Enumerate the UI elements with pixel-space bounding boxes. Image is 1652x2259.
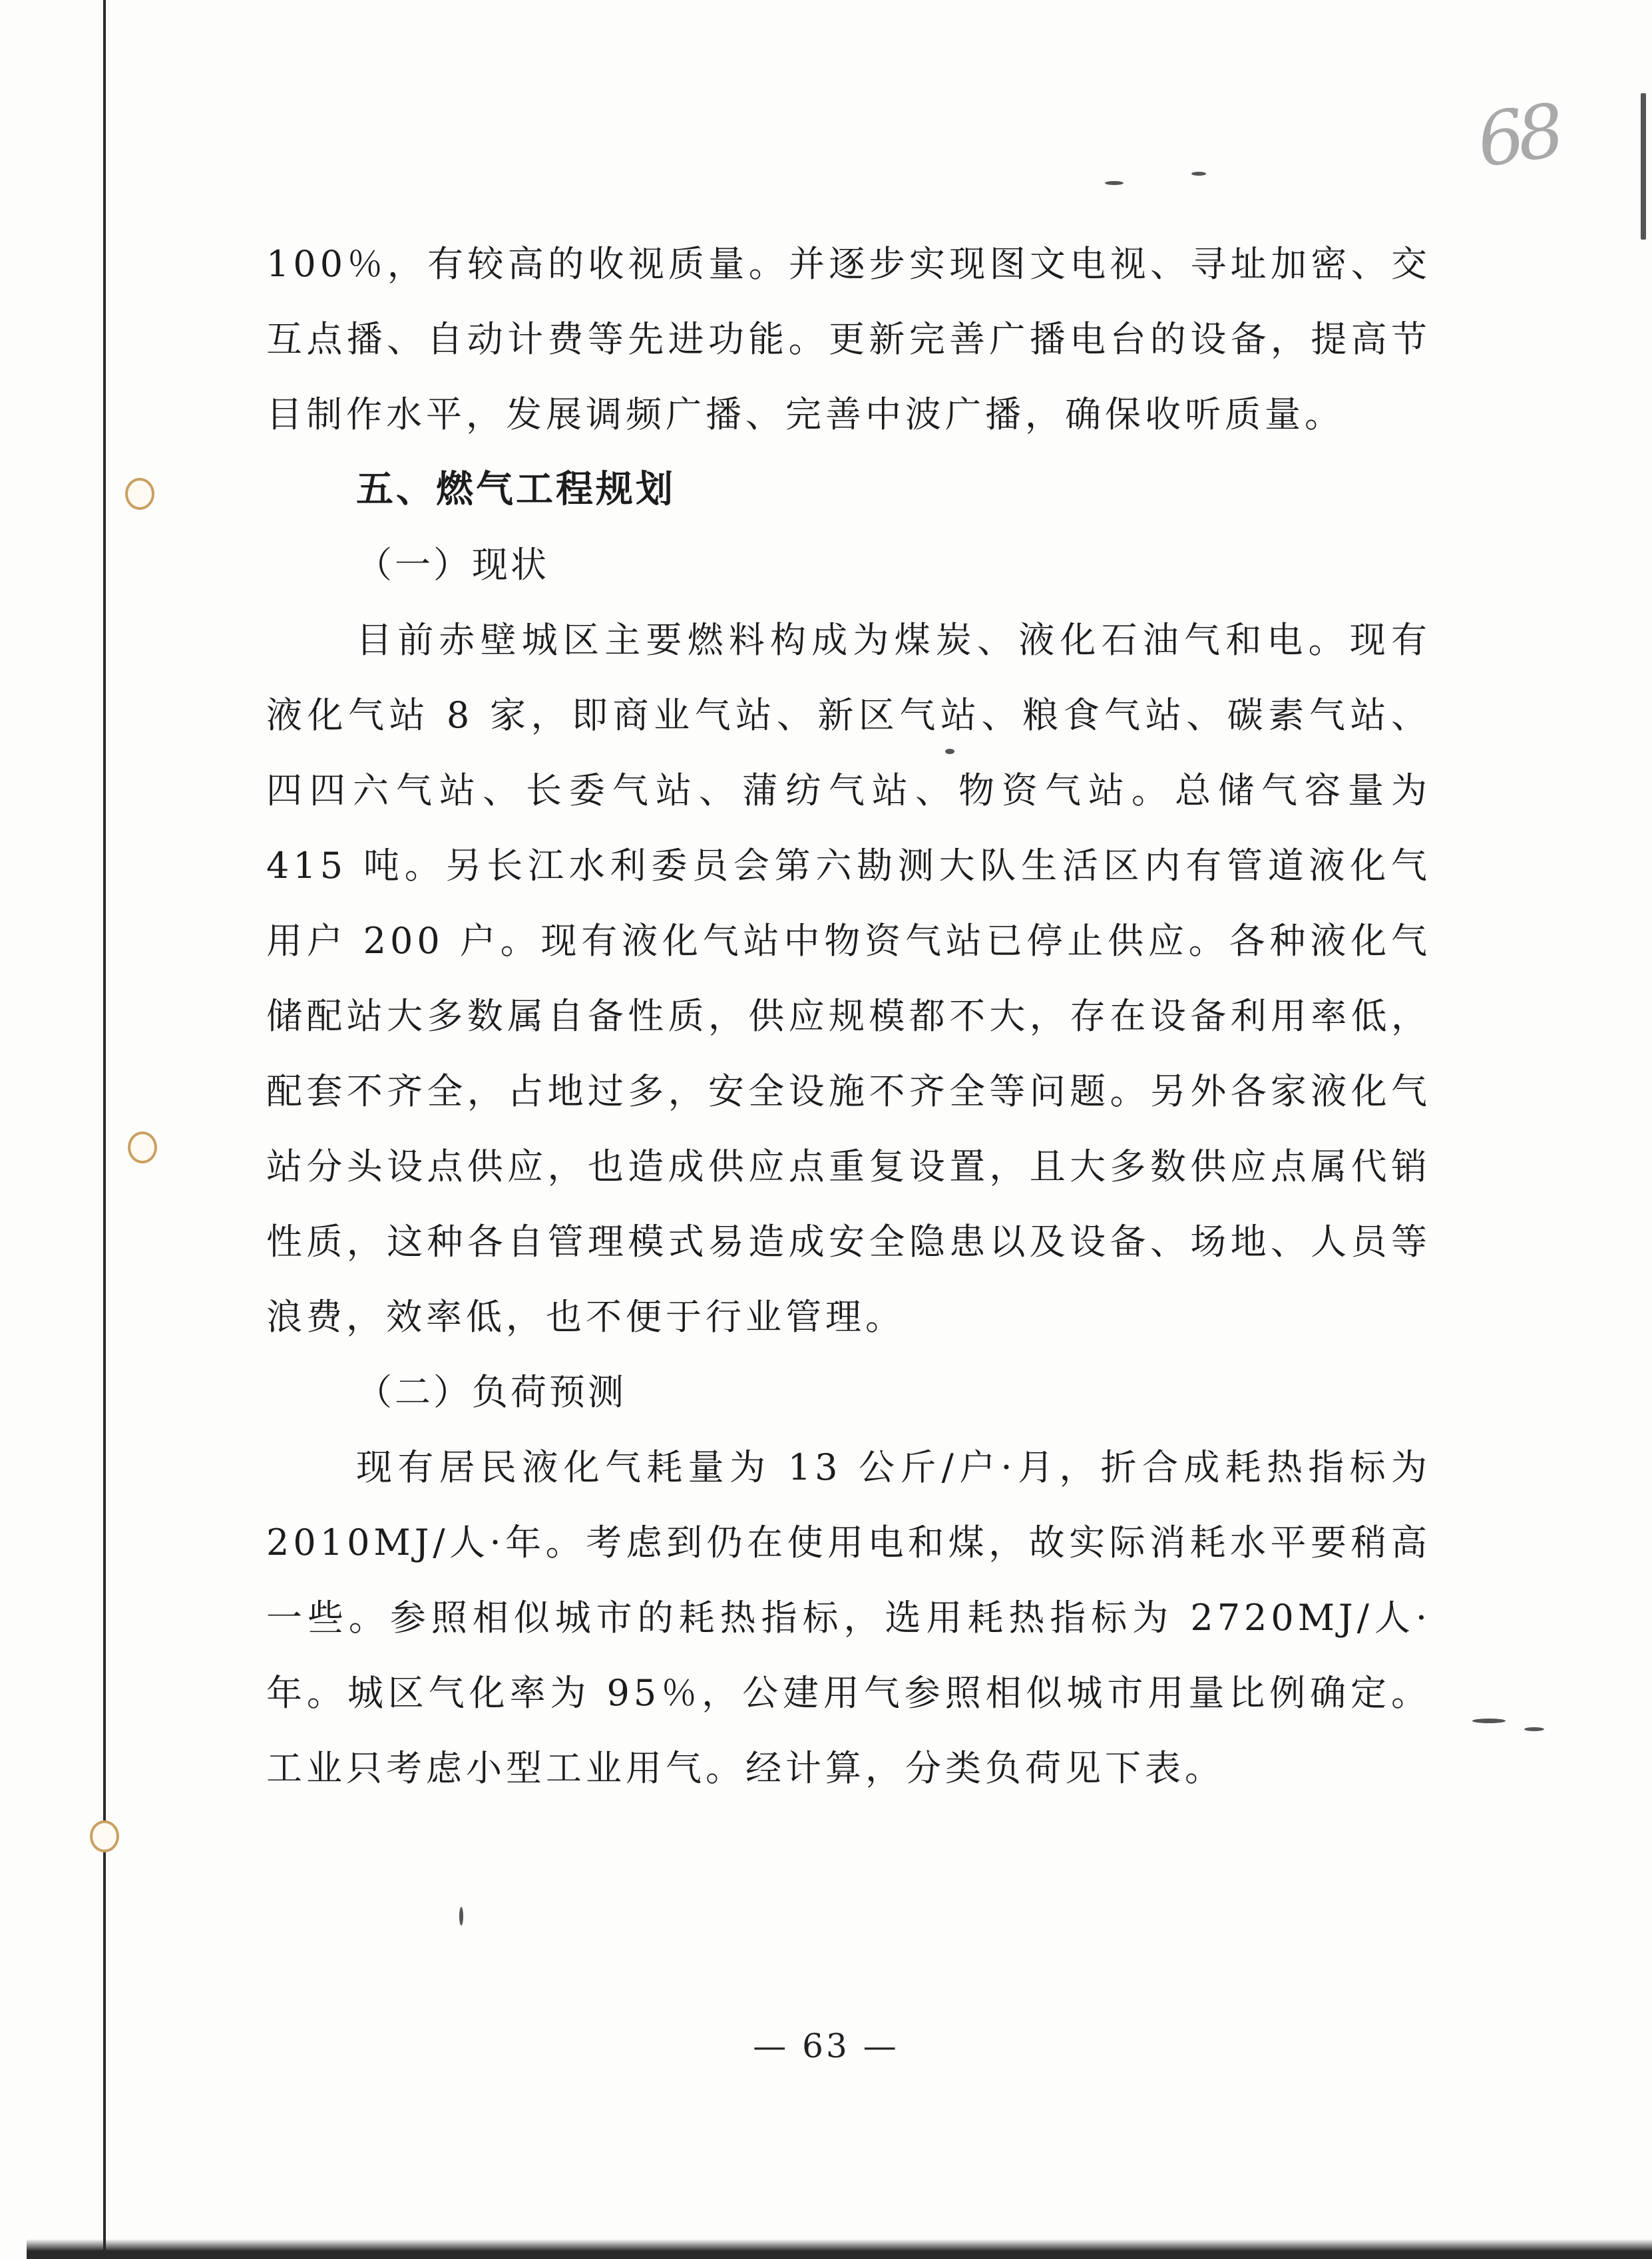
scan-bottom-shadow [27,2239,1652,2259]
scan-speck [1191,172,1206,176]
punch-hole-top [125,478,154,510]
paragraph-load-forecast: 现有居民液化气耗量为 13 公斤/户·月，折合成耗热指标为 2010MJ/人·年。考虑到仍在使用电和煤，故实际消耗水平要稍高一些。参照相似城市的耗热指标，选用耗热指标为 2720MJ/人·年。城区气化率为 95％，公建用气参照相似城市用量比例确定。工业只考虑小型工业用气。经计算，分类负荷见下表。 [266,1446,1431,1789]
scan-speck [1472,1719,1506,1723]
handwritten-page-mark: 68 [1472,88,1563,184]
document-body [266,226,1431,1806]
subheading-current-status: （一）现状 [356,544,549,586]
page-number: — 63 — [753,2027,899,2065]
scan-speck [459,1907,463,1926]
section-heading-gas-planning: 五、燃气工程规划 [356,468,676,511]
paragraph-current-status: 目前赤壁城区主要燃料构成为煤炭、液化石油气和电。现有液化气站 8 家，即商业气站、新区气站、粮食气站、碳素气站、四四六气站、长委气站、蒲纺气站、物资气站。总储气容量为 415 吨。另长江水利委员会第六勘测大队生活区内有管道液化气用户 200 户。现有液化气站中物资气站已停止供应。各种液化气储配站大多数属自备性质，供应规模都不大，存在设备利用率低，配套不齐全，占地过多，安全设施不齐全等问题。另外各家液化气站分头设点供应，也造成供应点重复设置，且大多数供应点属代销性质，这种各自管理模式易造成安全隐患以及设备、场地、人员等浪费，效率低，也不便于行业管理。 [266,619,1431,1338]
scan-speck [1641,93,1646,240]
binding-line [103,0,106,2259]
paragraph-broadcast-continued: 100％，有较高的收视质量。并逐步实现图文电视、寻址加密、交互点播、自动计费等先进功能。更新完善广播电台的设备，提高节目制作水平，发展调频广播、完善中波广播，确保收听质量。 [266,243,1431,435]
scan-speck [1105,181,1124,185]
punch-hole-middle [128,1131,157,1163]
punch-hole-bottom [90,1820,119,1852]
scan-speck [1524,1727,1544,1731]
subheading-load-forecast: （二）负荷预测 [356,1371,626,1413]
